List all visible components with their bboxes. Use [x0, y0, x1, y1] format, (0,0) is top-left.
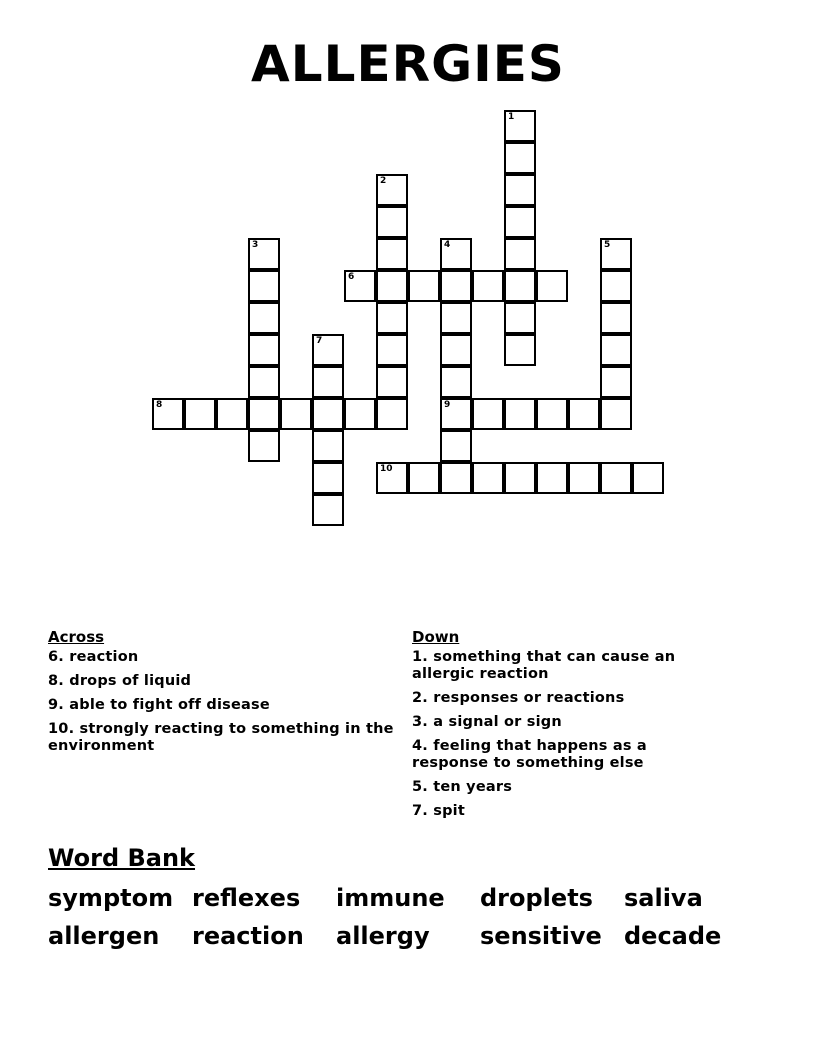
word-bank-word: sensitive [480, 922, 602, 950]
grid-cell[interactable] [376, 462, 408, 494]
across-clue [48, 649, 400, 666]
clue-number: 1. [412, 649, 428, 665]
grid-cell[interactable] [504, 110, 536, 142]
across-heading: Across [48, 628, 105, 646]
grid-cell[interactable] [312, 398, 344, 430]
word-bank-word: decade [624, 922, 722, 950]
grid-cell[interactable] [248, 302, 280, 334]
down-clue [412, 649, 722, 683]
grid-cell[interactable] [472, 462, 504, 494]
grid-cell[interactable] [248, 398, 280, 430]
grid-cell[interactable] [184, 398, 216, 430]
grid-cell[interactable] [600, 462, 632, 494]
grid-cell[interactable] [312, 366, 344, 398]
cell-number: 7 [316, 336, 323, 346]
grid-cell[interactable] [408, 462, 440, 494]
grid-cell[interactable] [440, 334, 472, 366]
grid-cell[interactable] [472, 398, 504, 430]
grid-cell[interactable] [536, 398, 568, 430]
grid-cell[interactable] [504, 174, 536, 206]
grid-cell[interactable] [440, 462, 472, 494]
grid-cell[interactable] [440, 270, 472, 302]
clue-number: 10. [48, 721, 75, 737]
grid-cell[interactable] [504, 302, 536, 334]
word-bank-word: immune [336, 884, 445, 912]
grid-cell[interactable] [536, 270, 568, 302]
word-bank-word: droplets [480, 884, 593, 912]
grid-cell[interactable] [280, 398, 312, 430]
across-clue [48, 673, 400, 690]
down-clue [412, 803, 722, 820]
clue-number: 5. [412, 779, 428, 795]
grid-cell[interactable] [504, 462, 536, 494]
grid-cell[interactable] [248, 334, 280, 366]
grid-cell[interactable] [344, 270, 376, 302]
grid-cell[interactable] [440, 430, 472, 462]
down-clue [412, 714, 722, 731]
grid-cell[interactable] [376, 270, 408, 302]
cell-number: 3 [252, 240, 259, 250]
cell-number: 10 [380, 464, 393, 474]
clue-number: 3. [412, 714, 428, 730]
grid-cell[interactable] [536, 462, 568, 494]
grid-cell[interactable] [248, 238, 280, 270]
grid-cell[interactable] [376, 398, 408, 430]
down-heading: Down [412, 628, 460, 646]
cell-number: 8 [156, 400, 163, 410]
grid-cell[interactable] [440, 366, 472, 398]
word-bank-word: saliva [624, 884, 703, 912]
down-clue [412, 779, 722, 796]
grid-cell[interactable] [376, 238, 408, 270]
grid-cell[interactable] [440, 398, 472, 430]
grid-cell[interactable] [376, 302, 408, 334]
clue-text: feeling that happens as a response to something else [412, 738, 647, 771]
grid-cell[interactable] [376, 174, 408, 206]
across-clue [48, 721, 400, 755]
grid-cell[interactable] [312, 494, 344, 526]
grid-cell[interactable] [600, 366, 632, 398]
clue-text: drops of liquid [69, 673, 192, 689]
clue-text: responses or reactions [433, 690, 625, 706]
cell-number: 9 [444, 400, 451, 410]
clue-text: something that can cause an allergic reaction [412, 649, 676, 682]
grid-cell[interactable] [376, 366, 408, 398]
clue-number: 8. [48, 673, 64, 689]
clue-text: a signal or sign [433, 714, 562, 730]
grid-cell[interactable] [600, 238, 632, 270]
grid-cell[interactable] [312, 430, 344, 462]
grid-cell[interactable] [504, 334, 536, 366]
word-bank-word: allergen [48, 922, 160, 950]
down-clue [412, 738, 722, 772]
clue-text: able to fight off disease [69, 697, 270, 713]
word-bank-word: allergy [336, 922, 430, 950]
cell-number: 6 [348, 272, 355, 282]
grid-cell[interactable] [216, 398, 248, 430]
clue-text: strongly reacting to something in the environment [48, 721, 394, 754]
clue-number: 6. [48, 649, 64, 665]
grid-cell[interactable] [600, 334, 632, 366]
grid-cell[interactable] [440, 302, 472, 334]
grid-cell[interactable] [568, 462, 600, 494]
grid-cell[interactable] [504, 238, 536, 270]
word-bank-word: symptom [48, 884, 174, 912]
grid-cell[interactable] [600, 398, 632, 430]
down-clue [412, 690, 722, 707]
across-clues [48, 627, 400, 762]
cell-number: 2 [380, 176, 387, 186]
clue-number: 2. [412, 690, 428, 706]
grid-cell[interactable] [504, 206, 536, 238]
down-clues [412, 627, 722, 827]
grid-cell[interactable] [504, 398, 536, 430]
grid-cell[interactable] [600, 270, 632, 302]
cell-number: 1 [508, 112, 515, 122]
grid-cell[interactable] [312, 462, 344, 494]
cell-number: 5 [604, 240, 611, 250]
clue-number: 9. [48, 697, 64, 713]
page-title: ALLERGIES [251, 35, 565, 93]
grid-cell[interactable] [408, 270, 440, 302]
word-bank-word: reflexes [192, 884, 301, 912]
grid-cell[interactable] [504, 270, 536, 302]
grid-cell[interactable] [248, 366, 280, 398]
word-bank-word: reaction [192, 922, 304, 950]
clue-text: reaction [69, 649, 139, 665]
clue-number: 7. [412, 803, 428, 819]
clue-number: 4. [412, 738, 428, 754]
word-bank-title: Word Bank [48, 844, 196, 872]
grid-cell[interactable] [248, 430, 280, 462]
grid-cell[interactable] [152, 398, 184, 430]
grid-cell[interactable] [632, 462, 664, 494]
grid-cell[interactable] [376, 206, 408, 238]
grid-cell[interactable] [344, 398, 376, 430]
grid-cell[interactable] [504, 142, 536, 174]
grid-cell[interactable] [472, 270, 504, 302]
grid-cell[interactable] [568, 398, 600, 430]
grid-cell[interactable] [440, 238, 472, 270]
across-clue [48, 697, 400, 714]
grid-cell[interactable] [376, 334, 408, 366]
grid-cell[interactable] [248, 270, 280, 302]
cell-number: 4 [444, 240, 451, 250]
grid-cell[interactable] [312, 334, 344, 366]
clue-text: ten years [433, 779, 513, 795]
grid-cell[interactable] [600, 302, 632, 334]
clue-text: spit [433, 803, 465, 819]
